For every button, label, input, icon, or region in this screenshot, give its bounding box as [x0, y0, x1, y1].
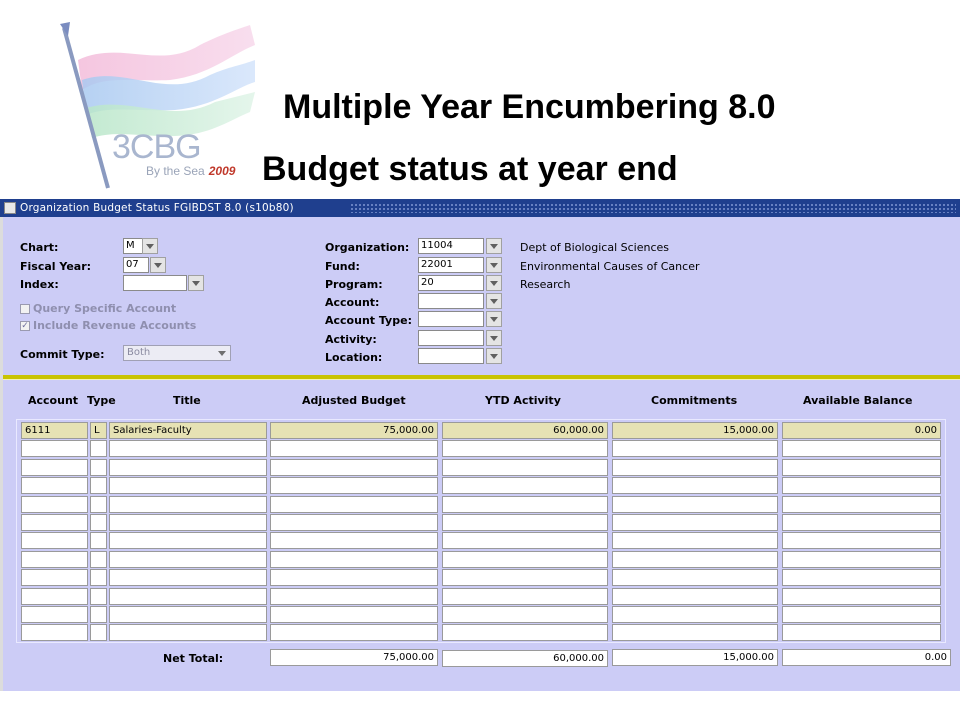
- titlebar-pattern: [350, 203, 956, 213]
- fiscal-year-label: Fiscal Year:: [20, 260, 92, 273]
- cell-commitments[interactable]: [612, 459, 778, 476]
- query-specific-label: Query Specific Account: [33, 302, 177, 315]
- fund-label: Fund:: [325, 260, 360, 273]
- activity-input[interactable]: [418, 330, 484, 346]
- cell-type[interactable]: [90, 606, 107, 623]
- index-label: Index:: [20, 278, 59, 291]
- location-label: Location:: [325, 351, 383, 364]
- chart-dropdown-icon[interactable]: [142, 238, 158, 254]
- header-ytd-activity: YTD Activity: [485, 394, 561, 407]
- cell-ytd-activity[interactable]: [442, 569, 608, 586]
- cell-type[interactable]: [90, 514, 107, 531]
- cell-title[interactable]: [109, 496, 267, 513]
- header-account: Account: [28, 394, 79, 407]
- cell-available-balance[interactable]: [782, 440, 941, 457]
- activity-label: Activity:: [325, 333, 377, 346]
- net-total-commitments[interactable]: 15,000.00: [612, 649, 778, 666]
- account-type-dropdown-icon[interactable]: [486, 311, 502, 327]
- cell-account[interactable]: [21, 588, 88, 605]
- net-total-available-balance[interactable]: 0.00: [782, 649, 951, 666]
- cell-account[interactable]: [21, 532, 88, 549]
- cell-type[interactable]: [90, 569, 107, 586]
- cell-type[interactable]: [90, 477, 107, 494]
- activity-dropdown-icon[interactable]: [486, 330, 502, 346]
- cell-ytd-activity[interactable]: [442, 588, 608, 605]
- cell-account[interactable]: [21, 606, 88, 623]
- cell-commitments[interactable]: [612, 514, 778, 531]
- program-label: Program:: [325, 278, 383, 291]
- cell-adjusted-budget[interactable]: [270, 551, 438, 568]
- cell-adjusted-budget[interactable]: [270, 440, 438, 457]
- header-commitments: Commitments: [651, 394, 738, 407]
- cell-available-balance[interactable]: [782, 551, 941, 568]
- cell-account[interactable]: [21, 551, 88, 568]
- cell-title[interactable]: [109, 624, 267, 641]
- cell-commitments[interactable]: [612, 551, 778, 568]
- cell-account[interactable]: [21, 440, 88, 457]
- cell-type[interactable]: [90, 588, 107, 605]
- cell-available-balance[interactable]: [782, 606, 941, 623]
- cell-ytd-activity[interactable]: [442, 514, 608, 531]
- fund-input[interactable]: 22001: [418, 257, 484, 273]
- cell-title[interactable]: [109, 588, 267, 605]
- cell-commitments[interactable]: [612, 569, 778, 586]
- cell-commitments[interactable]: [612, 606, 778, 623]
- account-dropdown-icon[interactable]: [486, 293, 502, 309]
- fiscal-year-dropdown-icon[interactable]: [150, 257, 166, 273]
- include-revenue-checkbox[interactable]: ✓: [21, 321, 29, 331]
- cell-available-balance[interactable]: [782, 477, 941, 494]
- fund-dropdown-icon[interactable]: [486, 257, 502, 273]
- cell-title[interactable]: Salaries-Faculty: [109, 422, 267, 439]
- location-input[interactable]: [418, 348, 484, 364]
- cell-ytd-activity[interactable]: [442, 551, 608, 568]
- cell-account[interactable]: [21, 624, 88, 641]
- cell-type[interactable]: [90, 459, 107, 476]
- cell-type[interactable]: [90, 624, 107, 641]
- cell-available-balance[interactable]: [782, 588, 941, 605]
- header-title: Title: [173, 394, 201, 407]
- cell-title[interactable]: [109, 551, 267, 568]
- slide-title: Multiple Year Encumbering 8.0: [283, 88, 776, 126]
- program-description: Research: [520, 278, 571, 291]
- cell-available-balance[interactable]: [782, 532, 941, 549]
- cell-title[interactable]: [109, 514, 267, 531]
- window-titlebar[interactable]: [0, 199, 960, 217]
- cell-title[interactable]: [109, 569, 267, 586]
- organization-dropdown-icon[interactable]: [486, 238, 502, 254]
- account-input[interactable]: [418, 293, 484, 309]
- cell-type[interactable]: [90, 496, 107, 513]
- index-input[interactable]: [123, 275, 187, 291]
- cell-ytd-activity[interactable]: [442, 459, 608, 476]
- cell-ytd-activity[interactable]: [442, 606, 608, 623]
- cell-available-balance[interactable]: [782, 569, 941, 586]
- fund-description: Environmental Causes of Cancer: [520, 260, 700, 273]
- cell-ytd-activity[interactable]: [442, 496, 608, 513]
- cell-account[interactable]: [21, 569, 88, 586]
- cell-account[interactable]: [21, 477, 88, 494]
- cell-adjusted-budget[interactable]: 75,000.00: [270, 422, 438, 439]
- cell-commitments[interactable]: [612, 440, 778, 457]
- cell-available-balance[interactable]: [782, 496, 941, 513]
- logo-wordmark: 3CBG: [112, 128, 201, 166]
- cell-title[interactable]: [109, 440, 267, 457]
- cell-title[interactable]: [109, 532, 267, 549]
- cell-adjusted-budget[interactable]: [270, 606, 438, 623]
- cell-ytd-activity[interactable]: [442, 477, 608, 494]
- program-input[interactable]: 20: [418, 275, 484, 291]
- commit-type-select[interactable]: Both: [123, 345, 231, 361]
- cell-account[interactable]: [21, 459, 88, 476]
- location-dropdown-icon[interactable]: [486, 348, 502, 364]
- header-adjusted-budget: Adjusted Budget: [302, 394, 406, 407]
- cell-account[interactable]: [21, 514, 88, 531]
- logo-tagline: [146, 164, 235, 178]
- cell-commitments[interactable]: 15,000.00: [612, 422, 778, 439]
- header-available-balance: Available Balance: [803, 394, 913, 407]
- organization-description: Dept of Biological Sciences: [520, 241, 669, 254]
- commit-type-label: Commit Type:: [20, 348, 105, 361]
- cell-ytd-activity[interactable]: [442, 624, 608, 641]
- index-dropdown-icon[interactable]: [188, 275, 204, 291]
- cell-commitments[interactable]: [612, 532, 778, 549]
- header-type: Type: [87, 394, 116, 407]
- include-revenue-label: Include Revenue Accounts: [33, 319, 197, 332]
- window-title: Organization Budget Status FGIBDST 8.0 (s10b80): [20, 202, 294, 214]
- query-specific-checkbox[interactable]: [20, 304, 30, 314]
- cell-commitments[interactable]: [612, 477, 778, 494]
- cell-adjusted-budget[interactable]: [270, 588, 438, 605]
- key-block-divider-highlight: [3, 379, 960, 380]
- organization-label: Organization:: [325, 241, 410, 254]
- account-type-label: Account Type:: [325, 314, 412, 327]
- cell-adjusted-budget[interactable]: [270, 569, 438, 586]
- cell-adjusted-budget[interactable]: [270, 532, 438, 549]
- cell-available-balance[interactable]: 0.00: [782, 422, 941, 439]
- account-type-input[interactable]: [418, 311, 484, 327]
- slide-subtitle: Budget status at year end: [262, 150, 678, 188]
- cell-available-balance[interactable]: [782, 459, 941, 476]
- cell-account[interactable]: [21, 496, 88, 513]
- cell-type[interactable]: [90, 532, 107, 549]
- net-total-adjusted-budget[interactable]: 75,000.00: [270, 649, 438, 666]
- cell-account[interactable]: 6111: [21, 422, 88, 439]
- organization-input[interactable]: 11004: [418, 238, 484, 254]
- program-dropdown-icon[interactable]: [486, 275, 502, 291]
- cell-adjusted-budget[interactable]: [270, 477, 438, 494]
- cell-commitments[interactable]: [612, 588, 778, 605]
- cell-type[interactable]: [90, 440, 107, 457]
- chart-label: Chart:: [20, 241, 59, 254]
- chart-input[interactable]: M: [123, 238, 143, 254]
- cell-type[interactable]: [90, 551, 107, 568]
- cell-ytd-activity[interactable]: [442, 440, 608, 457]
- cell-title[interactable]: [109, 606, 267, 623]
- cell-type[interactable]: L: [90, 422, 107, 439]
- cell-ytd-activity[interactable]: [442, 532, 608, 549]
- logo-tagline-text: By the Sea: [146, 164, 205, 178]
- logo-year: 2009: [208, 164, 236, 178]
- net-total-ytd-activity[interactable]: 60,000.00: [442, 650, 608, 667]
- cell-available-balance[interactable]: [782, 514, 941, 531]
- cell-adjusted-budget[interactable]: [270, 459, 438, 476]
- account-label: Account:: [325, 296, 380, 309]
- cell-commitments[interactable]: [612, 496, 778, 513]
- cell-adjusted-budget[interactable]: [270, 624, 438, 641]
- cell-title[interactable]: [109, 477, 267, 494]
- cell-adjusted-budget[interactable]: [270, 496, 438, 513]
- cell-commitments[interactable]: [612, 624, 778, 641]
- cell-available-balance[interactable]: [782, 624, 941, 641]
- cell-adjusted-budget[interactable]: [270, 514, 438, 531]
- net-total-label: Net Total:: [163, 652, 224, 665]
- fiscal-year-input[interactable]: 07: [123, 257, 149, 273]
- cell-title[interactable]: [109, 459, 267, 476]
- window-menu-icon[interactable]: [4, 202, 16, 214]
- cell-ytd-activity[interactable]: 60,000.00: [442, 422, 608, 439]
